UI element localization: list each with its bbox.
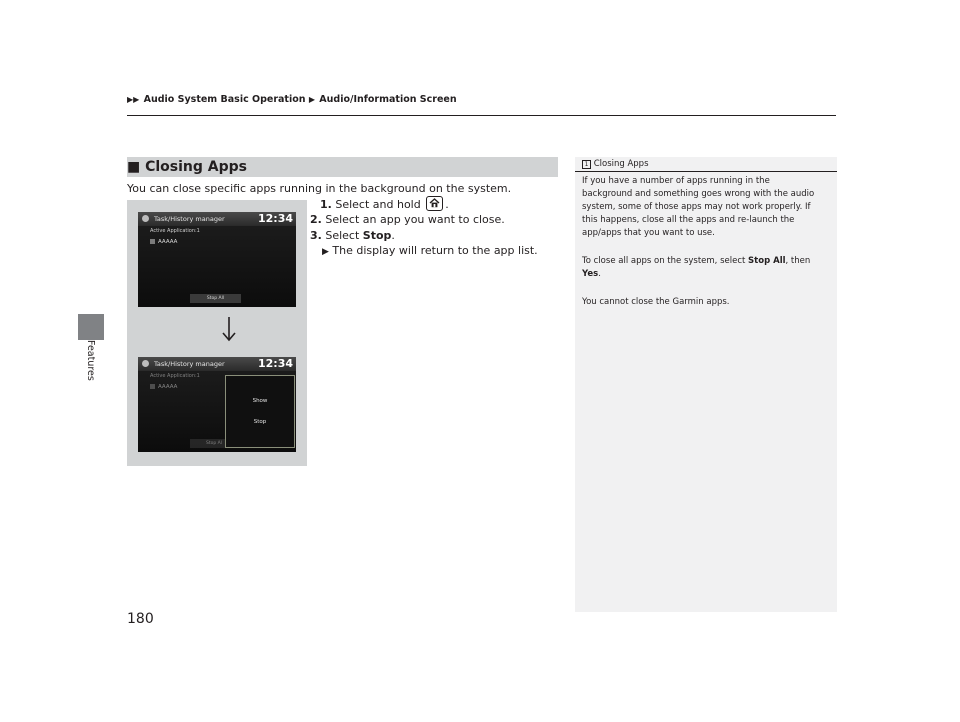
screen-clock: 12:34 <box>257 357 293 370</box>
home-icon <box>426 196 443 211</box>
app-name: AAAAA <box>158 239 178 245</box>
step-number: 1. <box>320 198 332 211</box>
step-text-end: . <box>391 229 395 242</box>
step-bold-text: Stop <box>362 229 392 242</box>
breadcrumb-arrow-icon: ▶▶ <box>127 95 140 104</box>
screen-header <box>138 357 296 371</box>
app-options-popup <box>225 375 295 448</box>
screen-title: Task/History manager <box>154 215 225 223</box>
note-bold-yes: Yes <box>582 269 599 279</box>
down-arrow-icon <box>220 316 238 346</box>
screen-task-manager-popup <box>138 357 296 452</box>
app-name: AAAAA <box>158 384 178 390</box>
note-paragraph-1: If you have a number of apps running in the background and something goes wrong with the audio system, some of those apps may not work properly. If this happens, close all the apps and re-launch the app/apps that you want to use. <box>582 176 815 238</box>
app-list-item[interactable] <box>150 384 177 390</box>
chapter-tab-label <box>84 340 98 400</box>
step-number: 2. <box>310 213 322 226</box>
stop-all-button[interactable]: Stop Al <box>190 439 242 448</box>
chapter-tab-text: Features <box>85 340 96 381</box>
breadcrumb-arrow-icon: ▶ <box>308 95 315 104</box>
step-number: 3. <box>310 229 322 242</box>
section-heading <box>127 157 247 177</box>
screen-clock: 12:34 <box>257 212 293 225</box>
note-text: To close all apps on the system, select <box>582 256 749 266</box>
note-divider <box>575 171 837 172</box>
note-title: Closing Apps <box>593 159 649 169</box>
chapter-tab-marker <box>78 314 104 340</box>
active-app-count: Active Application:1 <box>150 228 200 234</box>
result-arrow-icon: ▶ <box>322 247 329 257</box>
step-result <box>322 243 538 261</box>
step-1 <box>320 196 449 213</box>
breadcrumb-item-2[interactable]: Audio/Information Screen <box>319 94 457 105</box>
screen-header <box>138 212 296 226</box>
step-3 <box>310 228 395 244</box>
stop-all-button[interactable]: Stop All <box>190 294 241 303</box>
page-number: 180 <box>127 611 154 627</box>
result-text: The display will return to the app list. <box>332 244 538 257</box>
header-divider <box>127 115 836 116</box>
active-app-count: Active Application:1 <box>150 373 200 379</box>
breadcrumb-item-1[interactable]: Audio System Basic Operation <box>143 94 306 105</box>
step-text: Select <box>325 229 363 242</box>
stop-option[interactable]: Stop <box>253 419 267 425</box>
step-text-end: . <box>445 198 449 211</box>
app-icon <box>150 384 155 389</box>
note-text: . <box>598 269 601 279</box>
screen-title: Task/History manager <box>154 360 225 368</box>
section-marker-icon: ■ <box>127 159 141 175</box>
note-marker-icon: 1 <box>582 160 591 169</box>
breadcrumb <box>127 94 457 105</box>
screen-task-manager <box>138 212 296 307</box>
section-title: Closing Apps <box>145 159 248 175</box>
step-2 <box>310 212 505 228</box>
note-paragraph-3: You cannot close the Garmin apps. <box>582 297 730 307</box>
show-option[interactable]: Show <box>252 398 268 404</box>
screen-menu-icon <box>142 215 149 222</box>
step-text: Select an app you want to close. <box>325 213 505 226</box>
note-heading <box>582 159 649 169</box>
note-paragraph-2 <box>582 255 822 281</box>
app-list-item[interactable] <box>150 239 177 245</box>
step-text: Select and hold <box>335 198 421 211</box>
note-text: , then <box>785 256 811 266</box>
app-icon <box>150 239 155 244</box>
note-bold-stop-all: Stop All <box>748 256 786 266</box>
intro-text: You can close specific apps running in the background on the system. <box>127 182 512 195</box>
screen-menu-icon <box>142 360 149 367</box>
